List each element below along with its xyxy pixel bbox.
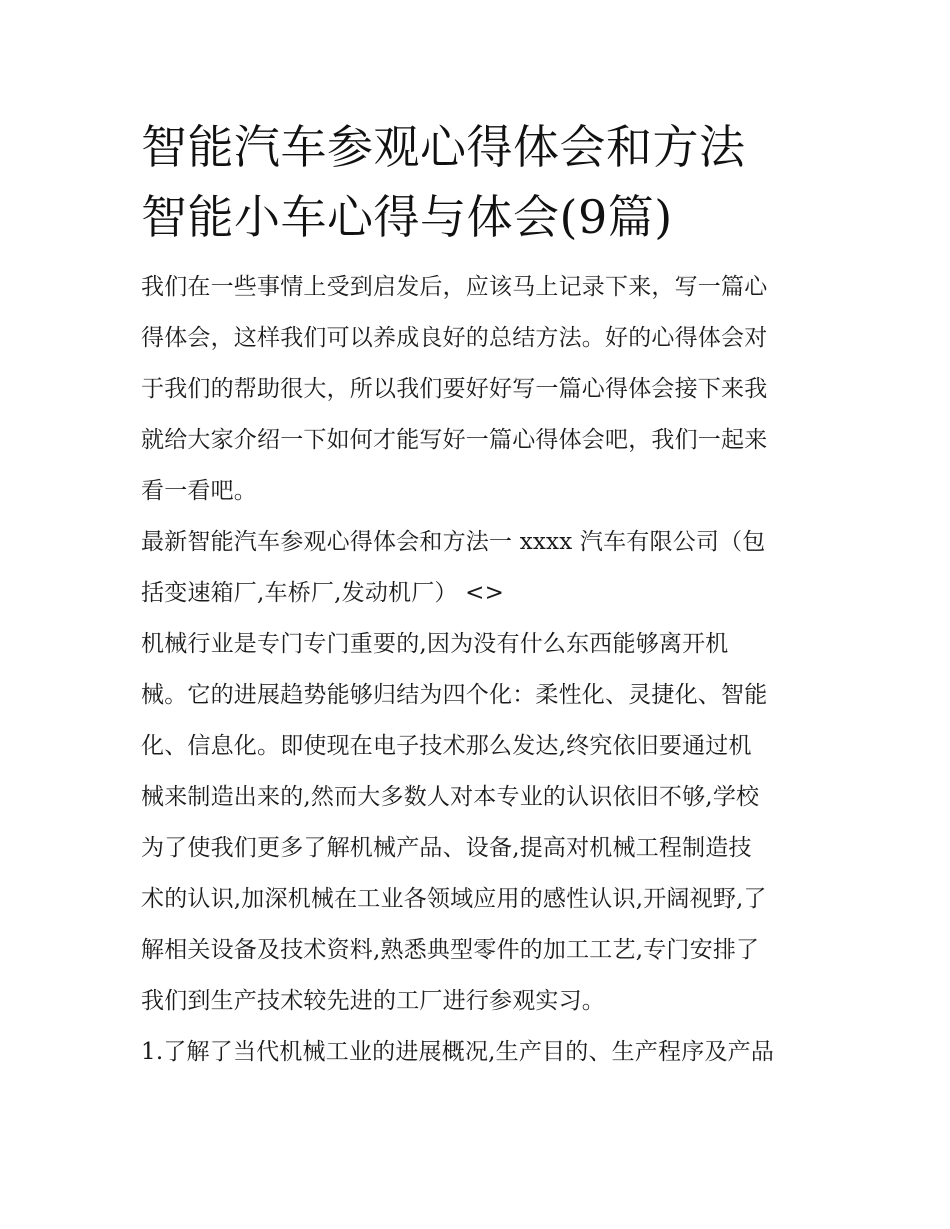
paragraph-heading	[141, 517, 813, 619]
text-line: 我们到生产技术较先进的工厂进行参观实习。	[141, 988, 605, 1014]
text-line: 最新智能汽车参观心得体会和方法一 xxxx 汽车有限公司（包	[141, 529, 766, 555]
text-line: 括变速箱厂,车桥厂,发动机厂） <>	[141, 580, 505, 606]
text-line: 1.了解了当代机械工业的进展概况,生产目的、生产程序及产品	[141, 1039, 775, 1065]
text-line: 为了使我们更多了解机械产品、设备,提高对机械工程制造技	[141, 835, 752, 861]
text-line: 看一看吧。	[141, 478, 257, 504]
text-line: 得体会，这样我们可以养成良好的总结方法。好的心得体会对	[141, 325, 768, 351]
document-page	[141, 112, 813, 1078]
text-line: 解相关设备及技术资料,熟悉典型零件的加工工艺,专门安排了	[141, 937, 760, 963]
text-line: 化、信息化。即使现在电子技术那么发达,终究依旧要通过机	[141, 733, 752, 759]
document-title	[141, 112, 813, 252]
title-line-1: 智能汽车参观心得体会和方法	[141, 120, 746, 174]
text-line: 就给大家介绍一下如何才能写好一篇心得体会吧，我们一起来	[141, 427, 768, 453]
text-line: 我们在一些事情上受到启发后，应该马上记录下来，写一篇心	[141, 274, 768, 300]
text-line: 术的认识,加深机械在工业各领域应用的感性认识,开阔视野,了	[141, 886, 767, 912]
text-line: 于我们的帮助很大，所以我们要好好写一篇心得体会接下来我	[141, 376, 768, 402]
text-line: 械来制造出来的,然而大多数人对本专业的认识依旧不够,学校	[141, 784, 760, 810]
title-line-2: 智能小车心得与体会(9篇)	[141, 190, 673, 244]
text-line: 械。它的进展趋势能够归结为四个化：柔性化、灵捷化、智能	[141, 682, 768, 708]
paragraph-intro	[141, 262, 813, 517]
text-line: 机械行业是专门专门重要的,因为没有什么东西能够离开机	[141, 631, 729, 657]
paragraph-body	[141, 619, 813, 1027]
document-body	[141, 262, 813, 1078]
paragraph-list-item	[141, 1027, 813, 1078]
